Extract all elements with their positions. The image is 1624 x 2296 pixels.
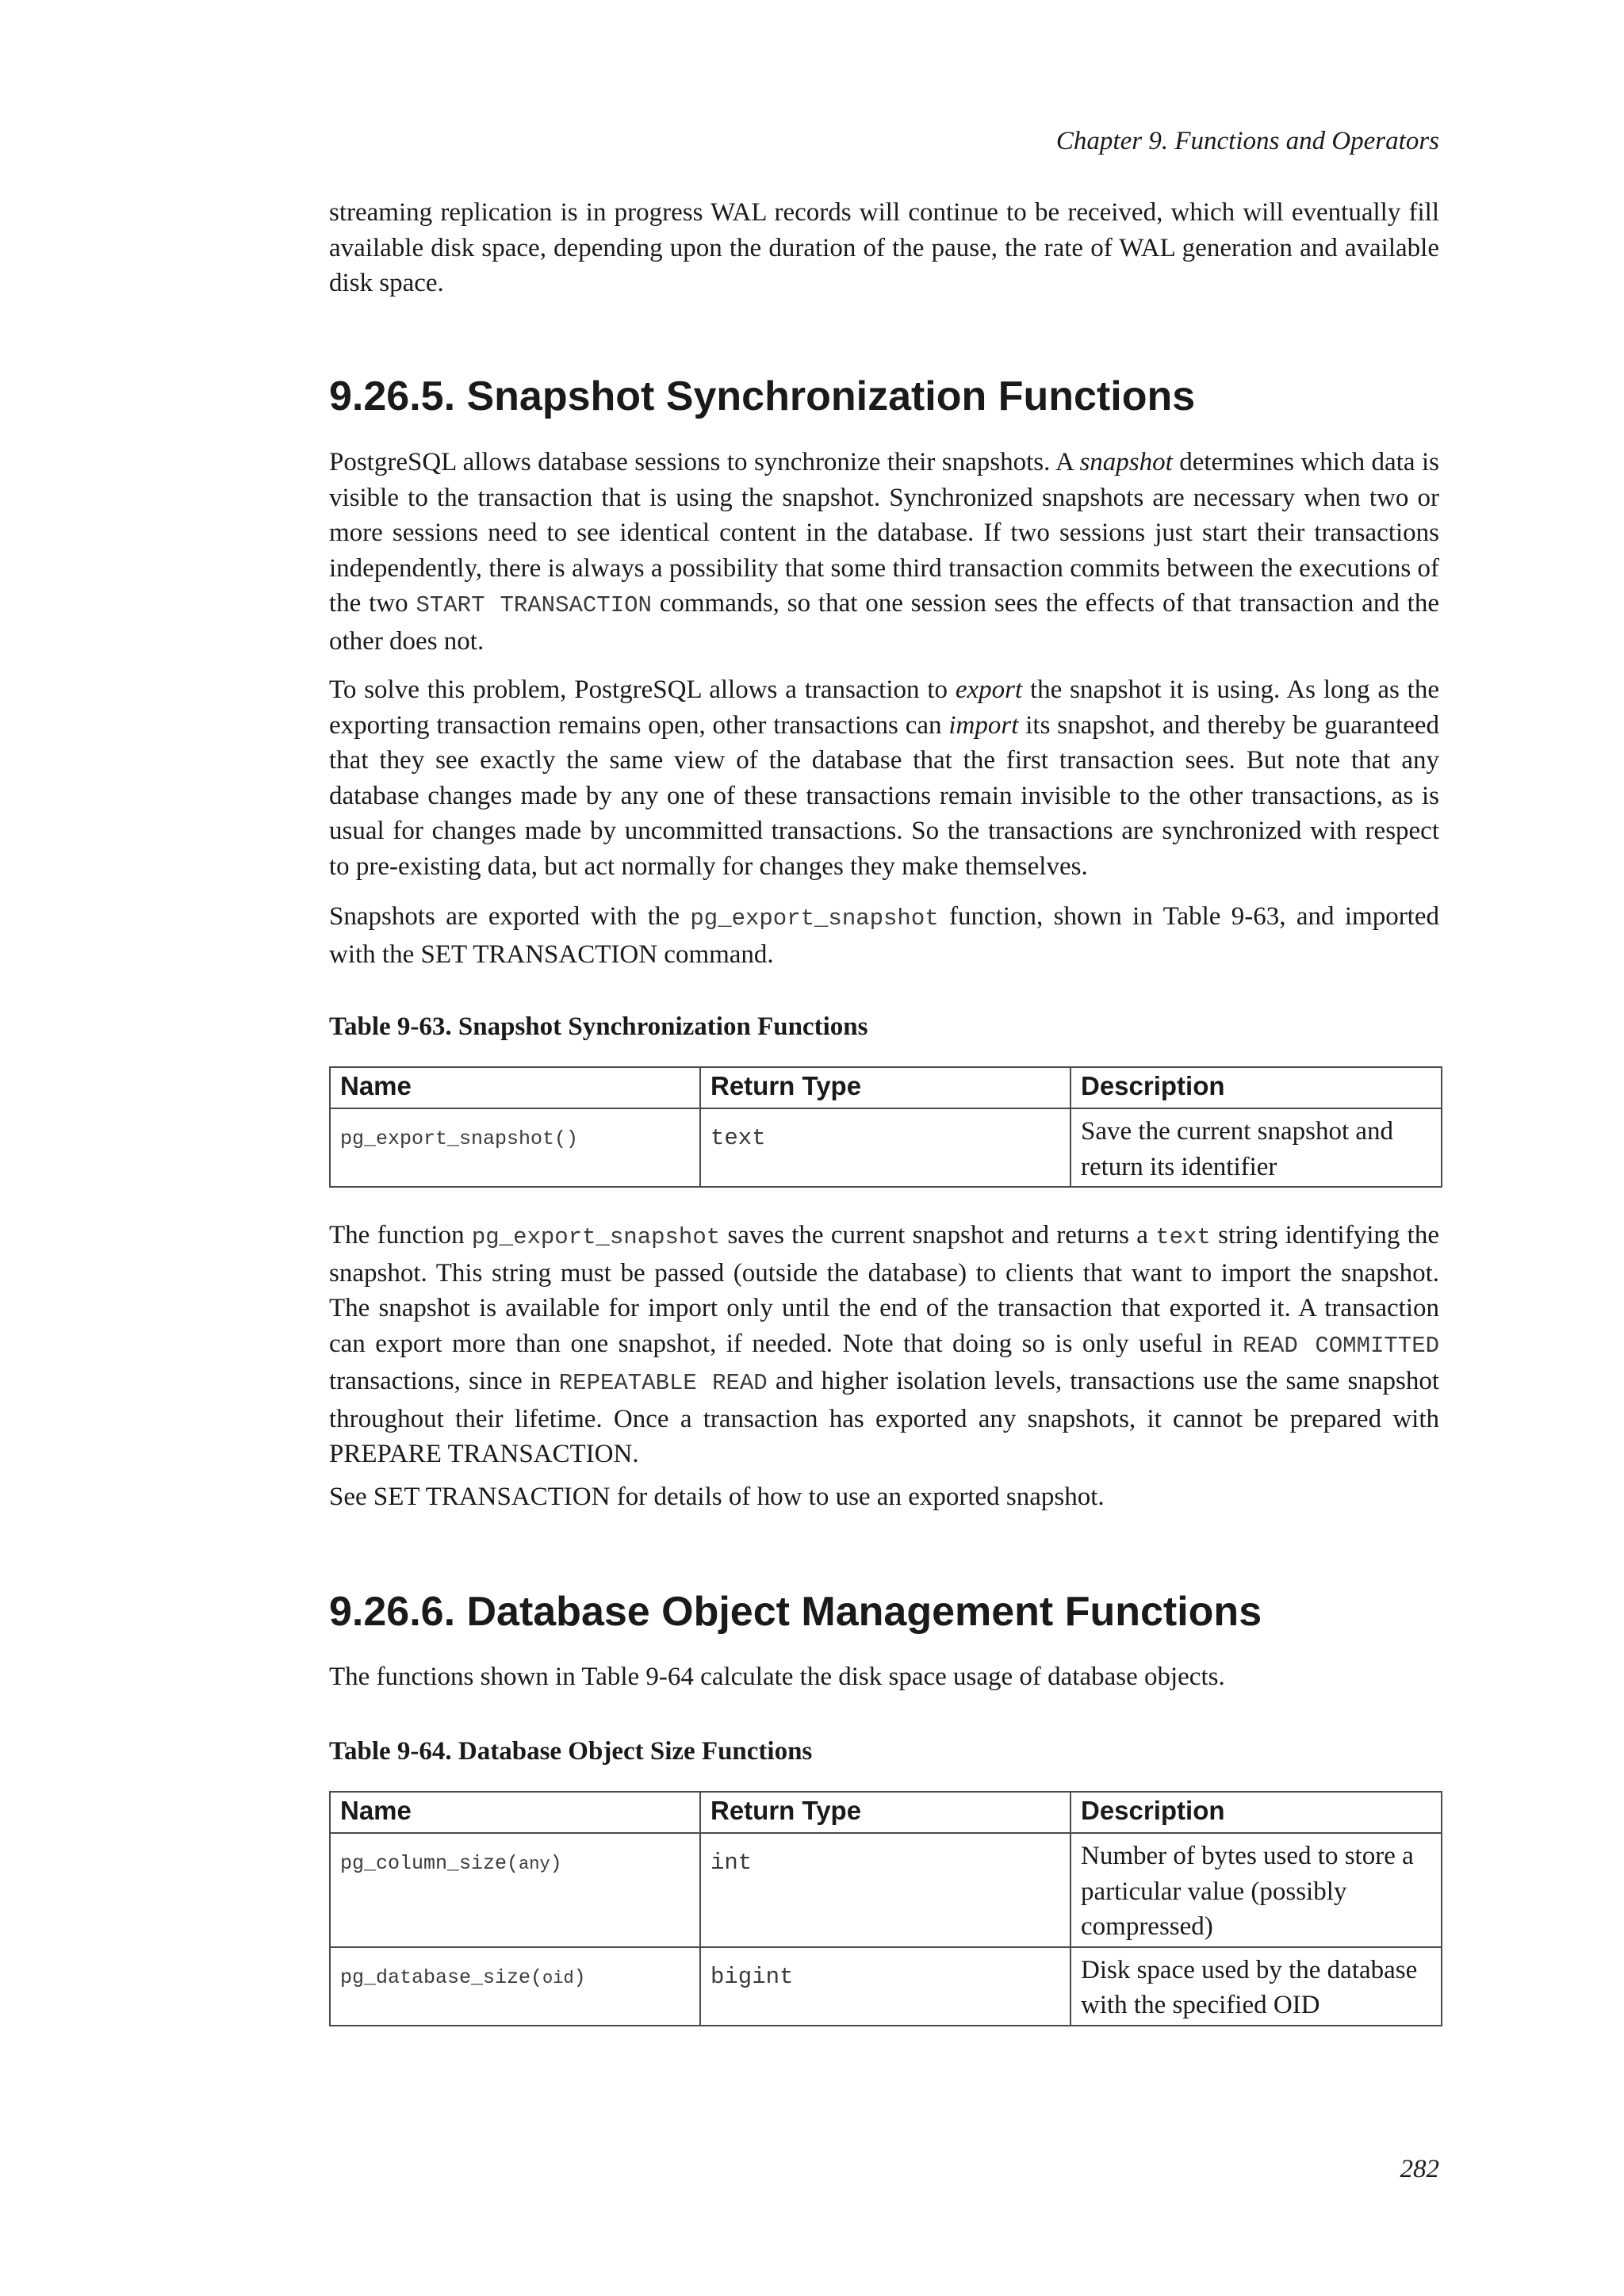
table-row (330, 1833, 1442, 1947)
function-argument: oid (542, 1968, 574, 1988)
table-63-caption: Table 9-63. Snapshot Synchronization Functions (329, 1012, 868, 1041)
text-run: and higher isolation levels, transactions use the same snapshot throughout their lifetime. Once a transaction has exported any snapshots, it cannot be prepared with PREPARE TRANSACTION. (329, 1367, 1440, 1468)
text-run: function, shown in Table 9-63, and imported with the SET TRANSACTION command. (329, 902, 1439, 969)
function-close-paren: ) (573, 1965, 586, 1989)
description-cell: Number of bytes used to store a particular value (possibly compressed) (1071, 1833, 1442, 1947)
snapshot-paragraph-2 (329, 672, 1439, 884)
return-type: int (710, 1850, 753, 1876)
function-close-paren: ) (550, 1852, 562, 1875)
description-cell: Save the current snapshot and return its identifier (1071, 1108, 1442, 1187)
emphasis-import: import (948, 710, 1019, 740)
table-header-row (330, 1792, 1442, 1833)
return-type: text (710, 1125, 766, 1151)
text-run: saves the current snapshot and returns a (720, 1221, 1156, 1249)
function-name-cell (330, 1833, 700, 1947)
snapshot-functions-table (329, 1066, 1442, 1188)
text-run: its snapshot, and thereby be guaranteed that they see exactly the same view of the database that the first transaction sees. But note that any database changes made by any one of these transactions remain invisible to the other transactions, as is usual for changes made by uncommitted transactions. So the transactions are synchronized with respect to pre-existing data, but act normally for changes they make themselves. (329, 710, 1439, 881)
text-run: The function (329, 1221, 472, 1249)
description-cell: Disk space used by the database with the specified OID (1071, 1947, 1442, 2026)
function-name-cell (330, 1108, 700, 1187)
return-type-cell (700, 1108, 1071, 1187)
table-row (330, 1947, 1442, 2026)
text-run: transactions, since in (329, 1367, 559, 1395)
section-title-database-object: 9.26.6. Database Object Management Functions (329, 1589, 1262, 1635)
snapshot-paragraph-5: See SET TRANSACTION for details of how to use an exported snapshot. (329, 1483, 1105, 1511)
text-run: Snapshots are exported with the (329, 902, 691, 931)
return-type-cell (700, 1833, 1071, 1947)
code-text: text (1155, 1224, 1211, 1250)
function-name: pg_column_size( (340, 1852, 519, 1875)
function-name: pg_database_size( (340, 1965, 543, 1989)
column-header-return-type: Return Type (700, 1067, 1071, 1108)
running-header: Chapter 9. Functions and Operators (1055, 127, 1439, 155)
snapshot-paragraph-4 (329, 1218, 1439, 1472)
text-run: To solve this problem, PostgreSQL allows a transaction to (329, 675, 956, 704)
column-header-description: Description (1071, 1067, 1442, 1108)
section-title-snapshot: 9.26.5. Snapshot Synchronization Functions (329, 373, 1196, 419)
column-header-return-type: Return Type (700, 1792, 1071, 1833)
page-number: 282 (1400, 2155, 1439, 2183)
column-header-name: Name (330, 1067, 700, 1108)
table-header-row (330, 1067, 1442, 1108)
function-name-cell (330, 1947, 700, 2026)
code-pg-export-snapshot: pg_export_snapshot (690, 905, 939, 932)
column-header-name: Name (330, 1792, 700, 1833)
text-run: string identifying the snapshot. This string must be passed (outside the database) to clients that want to import the snapshot. The snapshot is available for import only until the end of the transaction that exported it. A transaction can export more than one snapshot, if needed. Note that doing so is only useful in (329, 1221, 1439, 1358)
emphasis-snapshot: snapshot (1079, 448, 1173, 476)
code-read-committed: READ COMMITTED (1243, 1332, 1440, 1359)
return-type: bigint (710, 1963, 794, 1990)
table-row (330, 1108, 1442, 1187)
code-pg-export-snapshot: pg_export_snapshot (471, 1224, 721, 1250)
code-start-transaction: START TRANSACTION (416, 592, 652, 618)
text-run: commands, so that one session sees the effects of that transaction and the other does not. (329, 589, 1439, 656)
function-argument: any (519, 1854, 550, 1874)
text-run: PostgreSQL allows database sessions to synchronize their snapshots. A (329, 448, 1080, 476)
column-header-description: Description (1071, 1792, 1442, 1833)
return-type-cell (700, 1947, 1071, 2026)
dbobject-paragraph-1: The functions shown in Table 9-64 calculate the disk space usage of database objects. (329, 1663, 1225, 1691)
code-repeatable-read: REPEATABLE READ (558, 1370, 768, 1396)
snapshot-paragraph-3 (329, 899, 1439, 972)
snapshot-paragraph-1 (329, 445, 1439, 659)
object-size-functions-table (329, 1791, 1442, 2026)
text-run: the snapshot it is using. As long as the exporting transaction remains open, other transactions can (329, 675, 1439, 740)
emphasis-export: export (955, 675, 1023, 704)
text-run: determines which data is visible to the transaction that is using the snapshot. Synchronized snapshots are necessary when two or more sessions need to see identical content in the database. If two sessions just start their transactions independently, there is always a possibility that some third transaction commits between the executions of the two (329, 448, 1439, 618)
table-64-caption: Table 9-64. Database Object Size Functions (329, 1737, 813, 1766)
function-name: pg_export_snapshot() (340, 1127, 579, 1150)
intro-paragraph: streaming replication is in progress WAL records will continue to be received, which will eventually fill available disk space, depending upon the duration of the pause, the rate of WAL generation and available disk space. (329, 198, 1439, 297)
